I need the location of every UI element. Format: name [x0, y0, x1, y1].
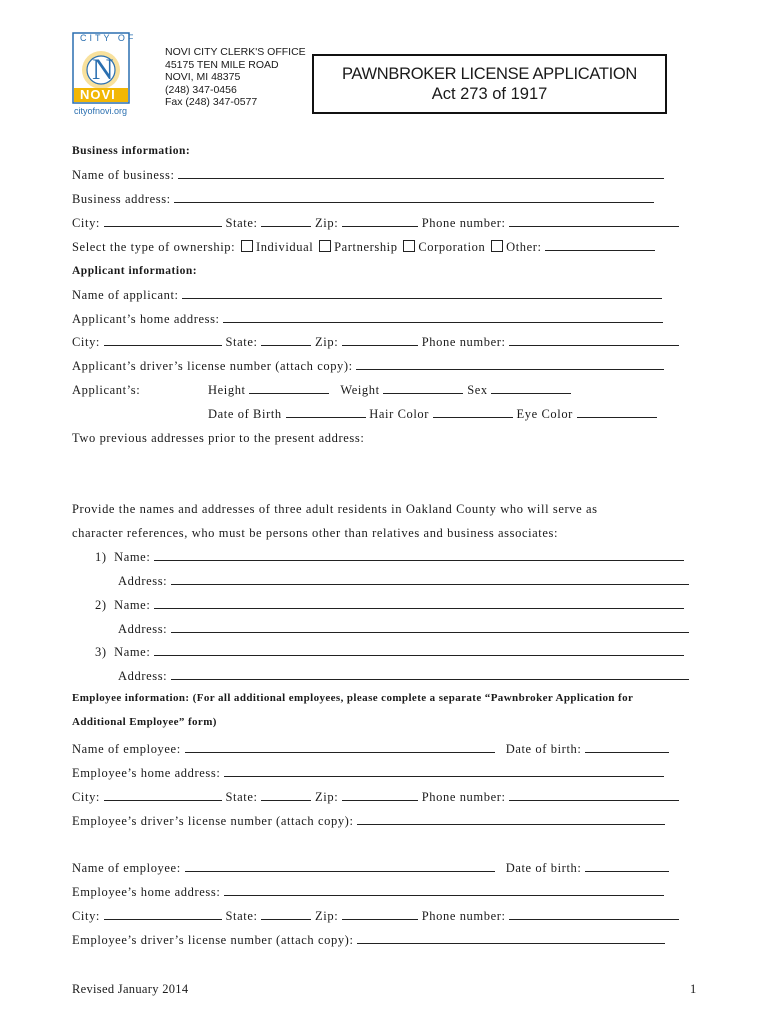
- eye-field[interactable]: [577, 407, 657, 418]
- employee-1-home-row: [72, 766, 664, 781]
- reference-1-name-row: [95, 550, 684, 565]
- employee-1-name-field[interactable]: [185, 742, 495, 753]
- dob-field[interactable]: [286, 407, 366, 418]
- business-name-row: [72, 168, 664, 183]
- employee-2-zip-label: Zip:: [315, 909, 339, 923]
- employee-2-state-label: State:: [225, 909, 258, 923]
- reference-2-name-row: [95, 598, 684, 613]
- applicant-heading: Applicant information:: [72, 265, 198, 277]
- employee-1-city-field[interactable]: [104, 790, 222, 801]
- clerk-office-address: [165, 46, 306, 109]
- employee-1-home-field[interactable]: [224, 766, 664, 777]
- business-address-row: [72, 192, 654, 207]
- reference-2-number: 2): [95, 598, 107, 612]
- employee-1-license-field[interactable]: [357, 814, 665, 825]
- applicant-home-field[interactable]: [223, 312, 663, 323]
- office-line-5: Fax (248) 347-0577: [165, 96, 258, 108]
- business-phone-label: Phone number:: [421, 216, 506, 230]
- applicant-name-field[interactable]: [182, 288, 662, 299]
- logo-novi-text: NOVI: [80, 87, 116, 102]
- employee-2-city-label: City:: [72, 909, 101, 923]
- dob-label: Date of Birth: [208, 407, 282, 421]
- reference-1-name-field[interactable]: [154, 550, 684, 561]
- reference-2-name-label: Name:: [114, 598, 151, 612]
- business-phone-field[interactable]: [509, 216, 679, 227]
- ownership-corporation-checkbox[interactable]: [403, 240, 415, 252]
- height-label: Height: [208, 383, 246, 397]
- employee-1-phone-field[interactable]: [509, 790, 679, 801]
- office-line-4: (248) 347-0456: [165, 83, 237, 96]
- business-city-label: City:: [72, 216, 101, 230]
- employee-2-city-field[interactable]: [104, 909, 222, 920]
- employee-1-city-row: [72, 790, 679, 805]
- reference-3-address-field[interactable]: [171, 669, 689, 680]
- applicant-traits-row-2: [208, 407, 657, 422]
- employee-2-city-row: [72, 909, 679, 924]
- previous-addresses-label: Two previous addresses prior to the present address:: [72, 431, 365, 445]
- references-intro-1: Provide the names and addresses of three adult residents in Oakland County who will serve as: [72, 502, 598, 516]
- page-number: 1: [690, 982, 697, 996]
- applicant-state-field[interactable]: [261, 335, 311, 346]
- hair-field[interactable]: [433, 407, 513, 418]
- applicant-license-row: [72, 359, 664, 374]
- applicant-zip-field[interactable]: [342, 335, 418, 346]
- applicant-state-label: State:: [225, 335, 258, 349]
- reference-1-address-row: [118, 574, 689, 589]
- references-intro-2: character references, who must be persons other than relatives and business associates:: [72, 526, 559, 540]
- ownership-label: Select the type of ownership:: [72, 240, 236, 254]
- reference-3-number: 3): [95, 645, 107, 659]
- ownership-other-field[interactable]: [545, 240, 655, 251]
- logo-city-of: CITY OF: [80, 33, 137, 43]
- employee-1-phone-label: Phone number:: [421, 790, 506, 804]
- reference-1-address-field[interactable]: [171, 574, 689, 585]
- employee-1-city-label: City:: [72, 790, 101, 804]
- applicant-name-row: [72, 288, 662, 303]
- logo-url: cityofnovi.org: [74, 106, 128, 116]
- employee-1-name-row: [72, 742, 669, 757]
- business-address-field[interactable]: [174, 192, 654, 203]
- reference-3-address-row: [118, 669, 689, 684]
- office-line-2: 45175 TEN MILE ROAD: [165, 58, 279, 71]
- reference-2-address-row: [118, 622, 689, 637]
- reference-3-name-label: Name:: [114, 645, 151, 659]
- employee-heading-row: [72, 692, 633, 704]
- reference-3-address-label: Address:: [118, 669, 168, 683]
- employee-1-state-label: State:: [225, 790, 258, 804]
- business-zip-label: Zip:: [315, 216, 339, 230]
- height-field[interactable]: [249, 383, 329, 394]
- business-city-field[interactable]: [104, 216, 222, 227]
- employee-2-home-row: [72, 885, 664, 900]
- employee-1-license-row: [72, 814, 665, 829]
- reference-1-address-label: Address:: [118, 574, 168, 588]
- employee-note-1: (For all additional employees, please complete a separate “Pawnbroker Application for: [192, 692, 634, 704]
- logo-big-letter: N: [92, 53, 114, 86]
- applicant-phone-label: Phone number:: [421, 335, 506, 349]
- office-line-1: NOVI CITY CLERK'S OFFICE: [165, 46, 306, 58]
- employee-1-dob-field[interactable]: [585, 742, 669, 753]
- eye-label: Eye Color: [516, 407, 573, 421]
- ownership-row: [72, 240, 655, 255]
- reference-1-number: 1): [95, 550, 107, 564]
- employee-note-2: Additional Employee” form): [72, 716, 217, 728]
- employee-heading: Employee information:: [72, 692, 190, 704]
- employee-1-state-field[interactable]: [261, 790, 311, 801]
- reference-2-address-field[interactable]: [171, 622, 689, 633]
- employee-1-license-label: Employee’s driver’s license number (attach copy):: [72, 814, 354, 828]
- employee-2-home-field[interactable]: [224, 885, 664, 896]
- ownership-individual-label: Individual: [255, 240, 314, 254]
- employee-2-phone-field[interactable]: [509, 909, 679, 920]
- business-city-row: [72, 216, 679, 231]
- employee-2-state-field[interactable]: [261, 909, 311, 920]
- weight-field[interactable]: [383, 383, 463, 394]
- reference-3-name-field[interactable]: [154, 645, 684, 656]
- employee-1-name-label: Name of employee:: [72, 742, 181, 756]
- sex-field[interactable]: [491, 383, 571, 394]
- ownership-other-checkbox[interactable]: [491, 240, 503, 252]
- employee-1-zip-label: Zip:: [315, 790, 339, 804]
- employee-2-phone-label: Phone number:: [421, 909, 506, 923]
- business-address-label: Business address:: [72, 192, 171, 206]
- employee-1-zip-field[interactable]: [342, 790, 418, 801]
- revised-date: Revised January 2014: [72, 982, 189, 996]
- employee-2-license-row: [72, 933, 665, 948]
- city-logo: [72, 32, 137, 120]
- form-subtitle: Act 273 of 1917: [431, 85, 548, 103]
- employee-2-dob-field[interactable]: [585, 861, 669, 872]
- employee-2-dob-label: Date of birth:: [505, 861, 582, 875]
- applicant-home-label: Applicant’s home address:: [72, 312, 220, 326]
- applicant-traits-row-1: [208, 383, 571, 398]
- employee-1-dob-label: Date of birth:: [505, 742, 582, 756]
- ownership-partnership-checkbox[interactable]: [319, 240, 331, 252]
- applicant-phone-field[interactable]: [509, 335, 679, 346]
- applicant-traits-label: Applicant’s:: [72, 383, 141, 397]
- office-line-3: NOVI, MI 48375: [165, 71, 241, 83]
- business-state-label: State:: [225, 216, 258, 230]
- employee-1-home-label: Employee’s home address:: [72, 766, 221, 780]
- applicant-city-label: City:: [72, 335, 101, 349]
- employee-2-license-field[interactable]: [357, 933, 665, 944]
- business-heading: Business information:: [72, 145, 191, 157]
- employee-2-home-label: Employee’s home address:: [72, 885, 221, 899]
- reference-2-address-label: Address:: [118, 622, 168, 636]
- reference-1-name-label: Name:: [114, 550, 151, 564]
- hair-label: Hair Color: [369, 407, 430, 421]
- applicant-city-field[interactable]: [104, 335, 222, 346]
- applicant-license-label: Applicant’s driver’s license number (attach copy):: [72, 359, 353, 373]
- employee-2-name-field[interactable]: [185, 861, 495, 872]
- form-title: PAWNBROKER LICENSE APPLICATION: [341, 65, 638, 83]
- employee-2-name-row: [72, 861, 669, 876]
- employee-2-name-label: Name of employee:: [72, 861, 181, 875]
- sex-label: Sex: [467, 383, 488, 397]
- weight-label: Weight: [340, 383, 380, 397]
- business-zip-field[interactable]: [342, 216, 418, 227]
- reference-3-name-row: [95, 645, 684, 660]
- applicant-city-row: [72, 335, 679, 350]
- ownership-other-label: Other:: [506, 240, 542, 254]
- business-name-field[interactable]: [178, 168, 664, 179]
- applicant-license-field[interactable]: [356, 359, 664, 370]
- employee-2-license-label: Employee’s driver’s license number (attach copy):: [72, 933, 354, 947]
- business-state-field[interactable]: [261, 216, 311, 227]
- business-name-label: Name of business:: [72, 168, 175, 182]
- employee-2-zip-field[interactable]: [342, 909, 418, 920]
- ownership-corporation-label: Corporation: [418, 240, 486, 254]
- ownership-individual-checkbox[interactable]: [241, 240, 253, 252]
- applicant-home-row: [72, 312, 663, 327]
- ownership-partnership-label: Partnership: [334, 240, 398, 254]
- applicant-zip-label: Zip:: [315, 335, 339, 349]
- applicant-name-label: Name of applicant:: [72, 288, 179, 302]
- reference-2-name-field[interactable]: [154, 598, 684, 609]
- title-box: [312, 54, 667, 114]
